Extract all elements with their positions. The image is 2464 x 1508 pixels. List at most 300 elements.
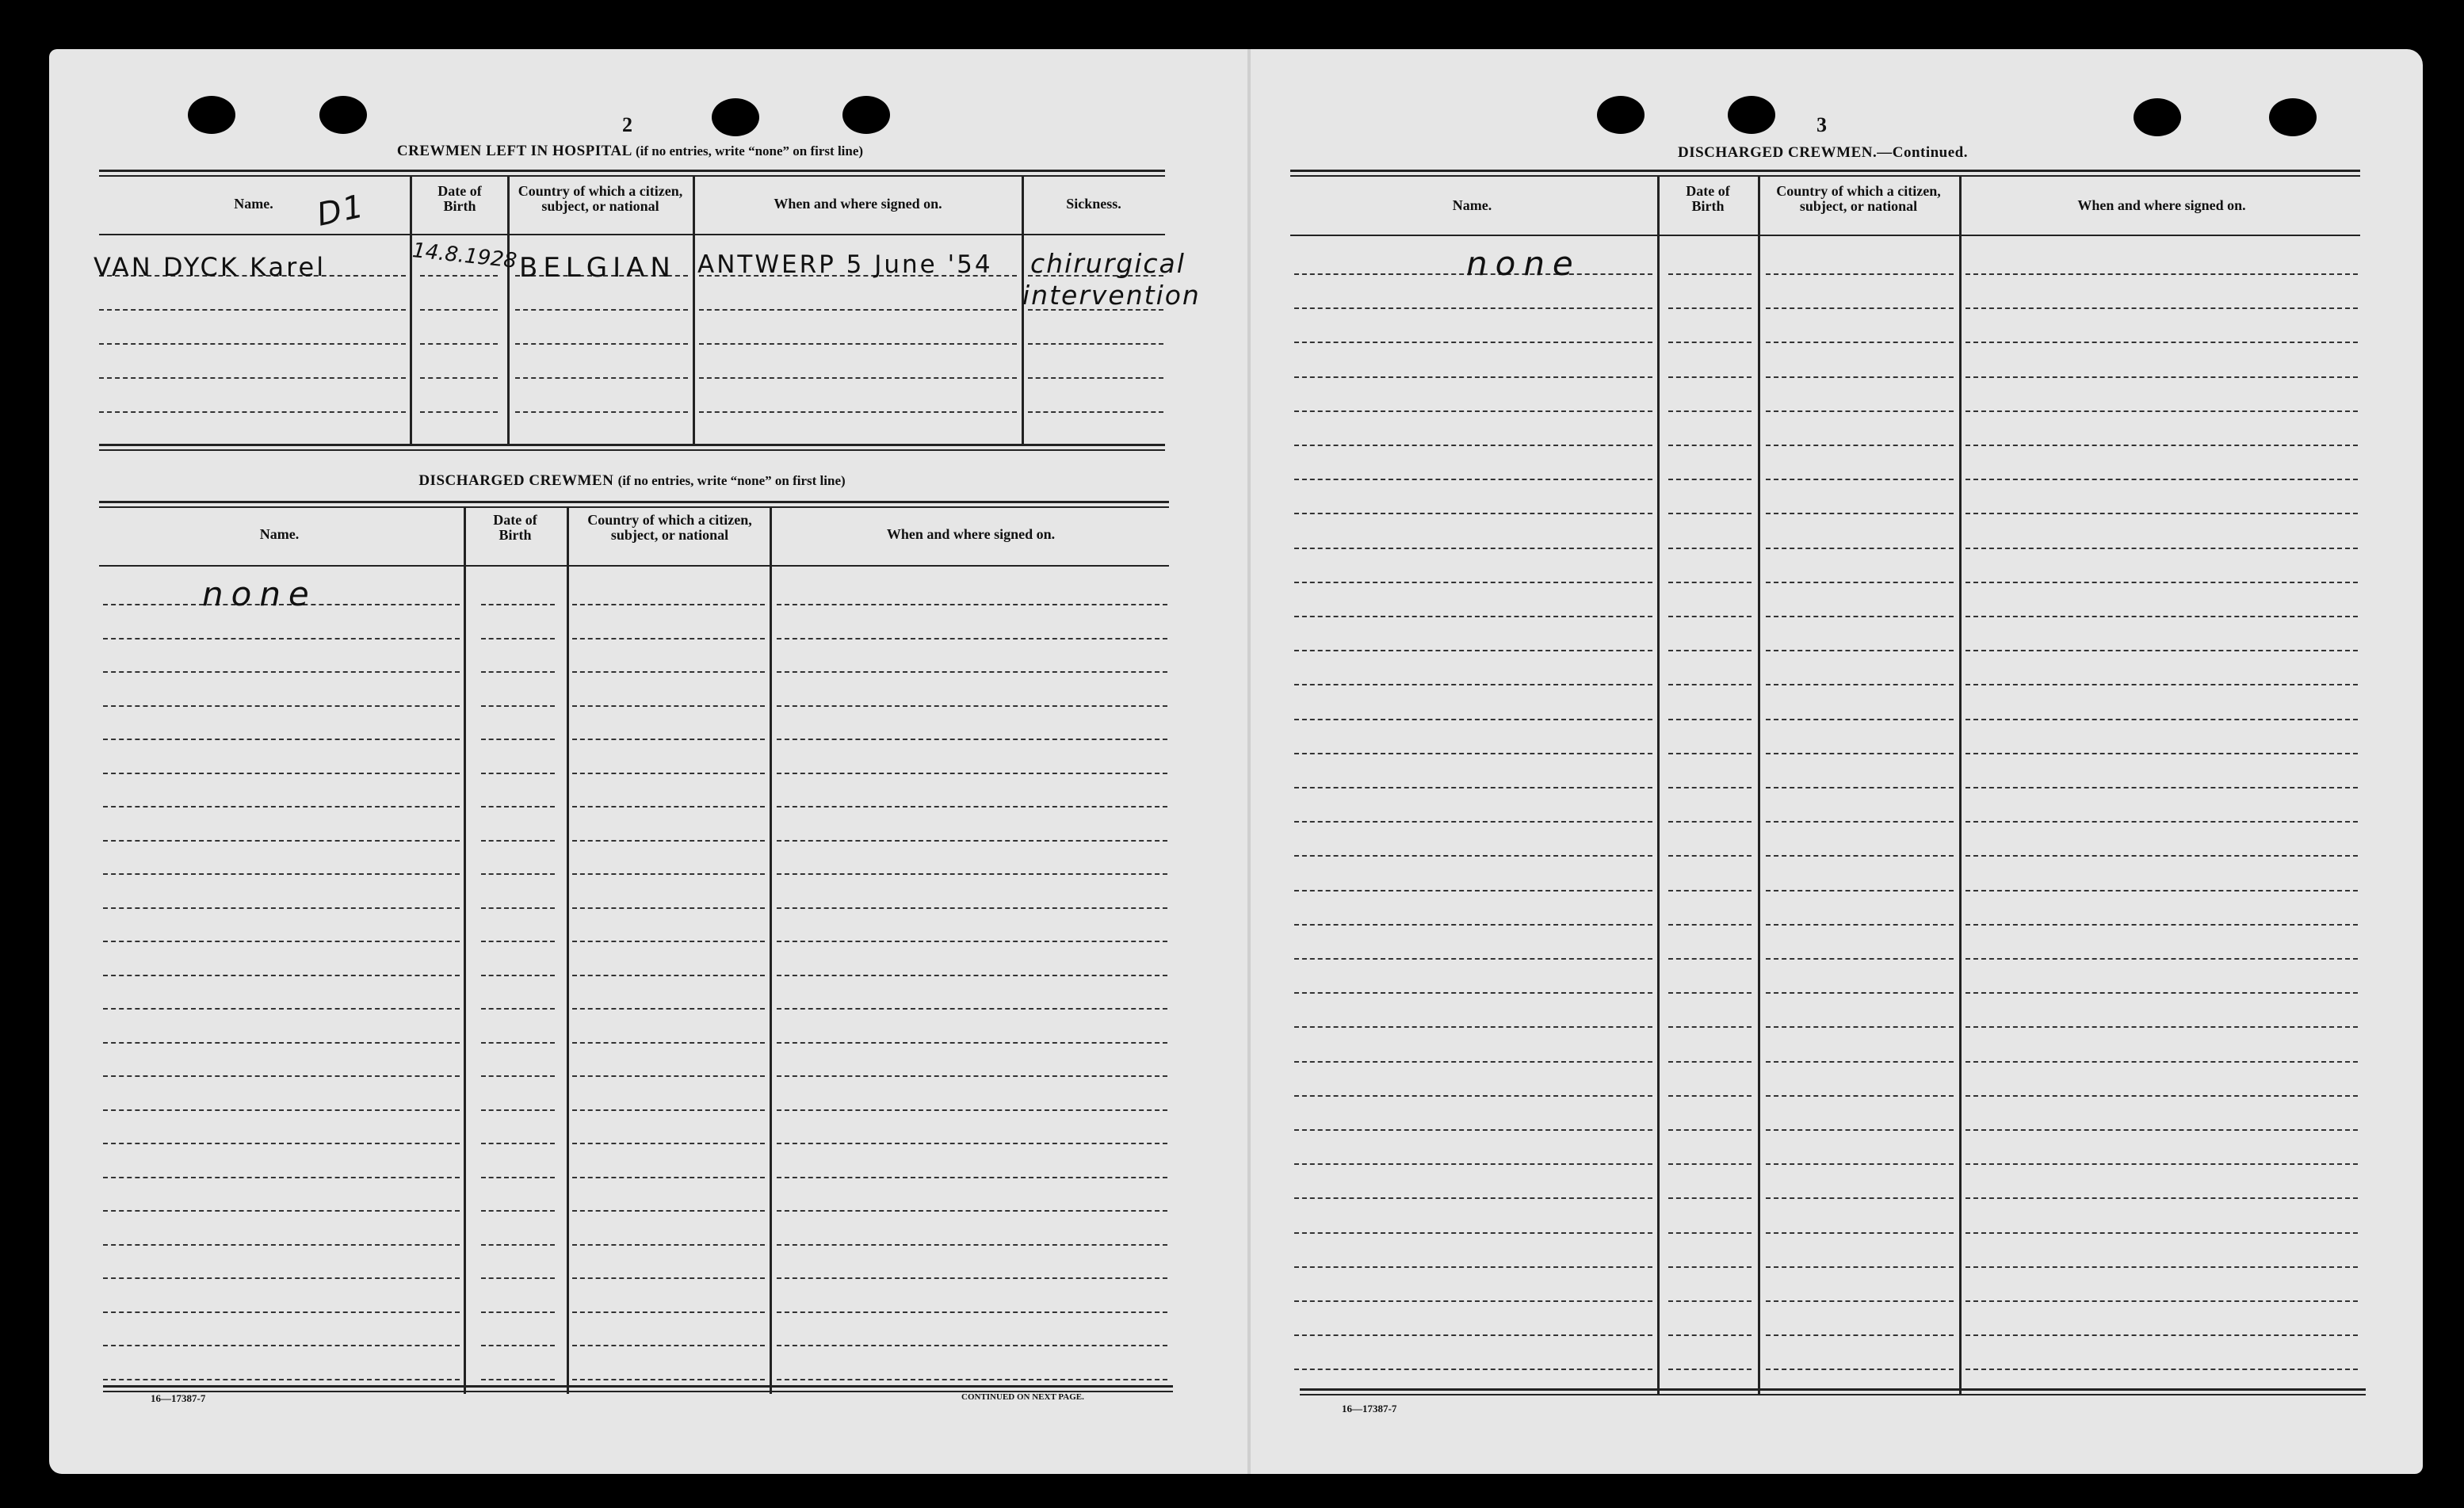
entry-line bbox=[103, 1244, 460, 1246]
entry-line bbox=[572, 1244, 765, 1246]
page-number-left: 2 bbox=[622, 113, 632, 136]
entry-line bbox=[103, 941, 460, 942]
entry-line bbox=[1965, 719, 2358, 720]
entry-line bbox=[1965, 1300, 2358, 1302]
entry-line bbox=[103, 705, 460, 707]
entry-line bbox=[572, 907, 765, 909]
entry-line bbox=[1766, 582, 1954, 583]
punch-hole bbox=[842, 96, 890, 134]
entry-line bbox=[1766, 410, 1954, 412]
entry-line bbox=[420, 343, 498, 345]
entry-line bbox=[481, 773, 555, 774]
entry-line bbox=[1294, 992, 1652, 994]
entry-line bbox=[1668, 479, 1752, 480]
form-number-right: 16—17387-7 bbox=[1342, 1403, 1397, 1414]
entry-line bbox=[572, 1109, 765, 1111]
entry-line bbox=[1668, 273, 1752, 275]
entry-line bbox=[572, 638, 765, 639]
hospital-header-country: Country of which a citizen, subject, or national bbox=[518, 183, 683, 214]
entry-line bbox=[481, 739, 555, 740]
entry-line bbox=[1766, 650, 1954, 651]
right-section-title: DISCHARGED CREWMEN.—Continued. bbox=[1677, 144, 1969, 161]
entry-line bbox=[1294, 753, 1652, 754]
entry-line bbox=[1294, 548, 1652, 549]
entry-line bbox=[481, 1345, 555, 1346]
entry-line bbox=[572, 873, 765, 875]
right-top-rule bbox=[1290, 170, 2360, 172]
entry-line bbox=[481, 873, 555, 875]
entry-line bbox=[103, 671, 460, 673]
entry-line bbox=[777, 1311, 1167, 1313]
entry-line bbox=[103, 1109, 460, 1111]
entry-line bbox=[1294, 1369, 1652, 1370]
entry-line bbox=[1766, 924, 1954, 926]
entry-line bbox=[572, 773, 765, 774]
entry-line bbox=[572, 1008, 765, 1010]
entry-line bbox=[103, 1379, 460, 1380]
discharged-header-signed: When and where signed on. bbox=[886, 526, 1056, 542]
entry-line bbox=[1766, 753, 1954, 754]
entry-line bbox=[777, 1244, 1167, 1246]
entry-line bbox=[572, 1075, 765, 1077]
entry-line bbox=[481, 1277, 555, 1279]
entry-line bbox=[481, 1177, 555, 1178]
entry-line bbox=[1766, 958, 1954, 960]
entry-line bbox=[103, 638, 460, 639]
entry-line bbox=[1294, 1334, 1652, 1336]
entry-line bbox=[103, 1008, 460, 1010]
entry-line bbox=[1965, 1266, 2358, 1268]
entry-line bbox=[481, 941, 555, 942]
entry-line bbox=[481, 671, 555, 673]
entry-line bbox=[777, 1210, 1167, 1212]
hospital-top-rule bbox=[99, 170, 1165, 172]
entry-line bbox=[777, 671, 1167, 673]
entry-line bbox=[1766, 1266, 1954, 1268]
entry-line bbox=[1668, 1334, 1752, 1336]
entry-line bbox=[481, 604, 555, 605]
entry-line bbox=[103, 840, 460, 842]
entry-line bbox=[1668, 1266, 1752, 1268]
entry-line bbox=[1965, 1334, 2358, 1336]
hospital-col-divider bbox=[693, 177, 695, 444]
entry-line bbox=[1668, 992, 1752, 994]
entry-line bbox=[1294, 684, 1652, 685]
entry-line bbox=[1668, 307, 1752, 309]
form-number-left: 16—17387-7 bbox=[151, 1392, 206, 1404]
entry-line bbox=[1668, 376, 1752, 378]
punch-hole bbox=[1728, 96, 1775, 134]
discharged-instruction: (if no entries, write “none” on first line) bbox=[617, 473, 846, 488]
entry-line bbox=[572, 705, 765, 707]
entry-line bbox=[1668, 1163, 1752, 1165]
entry-line bbox=[103, 873, 460, 875]
entry-line bbox=[1294, 650, 1652, 651]
margin-mark: D1 bbox=[313, 188, 369, 234]
entry-line bbox=[1766, 1334, 1954, 1336]
entry-line bbox=[103, 907, 460, 909]
hospital-col-divider bbox=[410, 177, 412, 444]
entry-line bbox=[481, 705, 555, 707]
entry-line bbox=[1028, 411, 1163, 413]
right-col-divider bbox=[1758, 177, 1760, 1395]
entry-line bbox=[777, 638, 1167, 639]
entry-line bbox=[481, 1008, 555, 1010]
entry-line bbox=[1668, 1232, 1752, 1234]
entry-line bbox=[777, 739, 1167, 740]
entry-line bbox=[1766, 719, 1954, 720]
hospital-title-text: CREWMEN LEFT IN HOSPITAL bbox=[396, 143, 632, 159]
entry-line bbox=[420, 309, 498, 311]
entry-line bbox=[777, 873, 1167, 875]
entry-line bbox=[572, 840, 765, 842]
discharged-col-divider bbox=[567, 508, 569, 1394]
entry-line bbox=[572, 671, 765, 673]
entry-line bbox=[481, 907, 555, 909]
entry-line bbox=[103, 1177, 460, 1178]
punch-hole bbox=[2134, 98, 2181, 136]
entry-line bbox=[1965, 479, 2358, 480]
entry-line bbox=[1294, 958, 1652, 960]
entry-line bbox=[1766, 1061, 1954, 1063]
entry-line bbox=[1965, 1095, 2358, 1097]
entry-line bbox=[1965, 616, 2358, 617]
entry-line bbox=[1766, 1129, 1954, 1131]
entry-line bbox=[481, 840, 555, 842]
entry-line bbox=[572, 975, 765, 976]
hospital-entry-country: BELGIAN bbox=[519, 252, 676, 284]
entry-line bbox=[1668, 753, 1752, 754]
entry-line bbox=[1668, 1129, 1752, 1131]
entry-line bbox=[103, 739, 460, 740]
entry-line bbox=[1294, 719, 1652, 720]
entry-line bbox=[1668, 1061, 1752, 1063]
entry-line bbox=[103, 1311, 460, 1313]
entry-line bbox=[1668, 1026, 1752, 1028]
entry-line bbox=[103, 1277, 460, 1279]
entry-line bbox=[1668, 821, 1752, 823]
page-number-right: 3 bbox=[1816, 113, 1827, 136]
discharged-header-country: Country of which a citizen, subject, or national bbox=[587, 512, 752, 543]
entry-line bbox=[1766, 1163, 1954, 1165]
entry-line bbox=[103, 806, 460, 807]
entry-line bbox=[515, 343, 688, 345]
hospital-header-dob: Date of Birth bbox=[437, 183, 482, 214]
entry-line bbox=[777, 1345, 1167, 1346]
entry-line bbox=[1965, 992, 2358, 994]
entry-line bbox=[1294, 924, 1652, 926]
entry-line bbox=[572, 806, 765, 807]
entry-line bbox=[777, 975, 1167, 976]
entry-line bbox=[1766, 548, 1954, 549]
entry-line bbox=[1294, 616, 1652, 617]
right-header-dob: Date of Birth bbox=[1686, 183, 1730, 214]
entry-line bbox=[777, 1042, 1167, 1044]
hospital-bottom-rule bbox=[99, 444, 1165, 446]
entry-line bbox=[572, 1379, 765, 1380]
right-col-divider bbox=[1959, 177, 1962, 1395]
entry-line bbox=[1294, 1197, 1652, 1199]
entry-line bbox=[1668, 684, 1752, 685]
entry-line bbox=[572, 1345, 765, 1346]
entry-line bbox=[1965, 958, 2358, 960]
entry-line bbox=[1766, 787, 1954, 788]
entry-line bbox=[481, 806, 555, 807]
entry-line bbox=[1965, 342, 2358, 343]
discharged-col-divider bbox=[464, 508, 466, 1394]
entry-line bbox=[103, 1075, 460, 1077]
entry-line bbox=[1668, 924, 1752, 926]
entry-line bbox=[1965, 1026, 2358, 1028]
entry-line bbox=[103, 975, 460, 976]
entry-line bbox=[99, 309, 406, 311]
punch-hole bbox=[712, 98, 759, 136]
entry-line bbox=[1766, 684, 1954, 685]
entry-line bbox=[1766, 479, 1954, 480]
entry-line bbox=[1668, 513, 1752, 514]
entry-line bbox=[1766, 1300, 1954, 1302]
entry-line bbox=[1965, 410, 2358, 412]
hospital-header-name: Name. bbox=[234, 196, 273, 212]
entry-line bbox=[1965, 376, 2358, 378]
entry-line bbox=[1965, 1232, 2358, 1234]
entry-line bbox=[1965, 445, 2358, 446]
hospital-header-signed: When and where signed on. bbox=[774, 196, 942, 212]
entry-line bbox=[1965, 924, 2358, 926]
entry-line bbox=[1965, 513, 2358, 514]
entry-line bbox=[1965, 582, 2358, 583]
entry-line bbox=[1294, 1163, 1652, 1165]
entry-line bbox=[777, 705, 1167, 707]
entry-line bbox=[1294, 1232, 1652, 1234]
entry-line bbox=[420, 411, 498, 413]
entry-line bbox=[1668, 548, 1752, 549]
entry-line bbox=[1294, 376, 1652, 378]
entry-line bbox=[1766, 1026, 1954, 1028]
entry-line bbox=[572, 1143, 765, 1144]
hospital-entry-signed: ANTWERP 5 June '54 bbox=[697, 250, 993, 279]
entry-line bbox=[1766, 1232, 1954, 1234]
hospital-entry-dob: 14.8.1928 bbox=[411, 239, 518, 273]
entry-line bbox=[1294, 890, 1652, 891]
entry-line bbox=[777, 1143, 1167, 1144]
hospital-header-rule bbox=[99, 234, 1165, 235]
entry-line bbox=[1766, 273, 1954, 275]
entry-line bbox=[1294, 821, 1652, 823]
entry-line bbox=[1668, 582, 1752, 583]
page-fold bbox=[1247, 49, 1251, 1474]
entry-line bbox=[1766, 616, 1954, 617]
entry-line bbox=[99, 377, 406, 379]
entry-line bbox=[481, 975, 555, 976]
entry-line bbox=[777, 773, 1167, 774]
entry-line bbox=[777, 907, 1167, 909]
entry-line bbox=[1028, 343, 1163, 345]
punch-hole bbox=[188, 96, 235, 134]
entry-line bbox=[1766, 1369, 1954, 1370]
entry-line bbox=[481, 1109, 555, 1111]
entry-line bbox=[1294, 445, 1652, 446]
continued-note: CONTINUED ON NEXT PAGE. bbox=[961, 1392, 1084, 1402]
right-top-rule-2 bbox=[1290, 175, 2360, 177]
entry-line bbox=[1766, 855, 1954, 857]
entry-line bbox=[699, 377, 1017, 379]
discharged-top-rule-2 bbox=[99, 506, 1169, 508]
entry-line bbox=[1294, 1300, 1652, 1302]
entry-line bbox=[1294, 787, 1652, 788]
right-header-signed: When and where signed on. bbox=[2077, 197, 2246, 213]
discharged-section-title bbox=[99, 472, 1165, 490]
entry-line bbox=[777, 1109, 1167, 1111]
entry-line bbox=[1668, 890, 1752, 891]
entry-line bbox=[481, 638, 555, 639]
right-header-country: Country of which a citizen, subject, or national bbox=[1776, 183, 1941, 214]
entry-line bbox=[1965, 890, 2358, 891]
entry-line bbox=[1965, 821, 2358, 823]
discharged-left-entry: none bbox=[202, 575, 317, 613]
hospital-instruction: (if no entries, write “none” on first line) bbox=[636, 143, 864, 158]
entry-line bbox=[481, 1311, 555, 1313]
entry-line bbox=[699, 411, 1017, 413]
entry-line bbox=[1668, 650, 1752, 651]
entry-line bbox=[1965, 787, 2358, 788]
entry-line bbox=[1294, 479, 1652, 480]
entry-line bbox=[1668, 1197, 1752, 1199]
entry-line bbox=[481, 1075, 555, 1077]
entry-line bbox=[572, 1277, 765, 1279]
right-header-rule bbox=[1290, 235, 2360, 236]
entry-line bbox=[777, 1008, 1167, 1010]
entry-line bbox=[481, 1244, 555, 1246]
punch-hole bbox=[319, 96, 367, 134]
entry-line bbox=[1766, 992, 1954, 994]
entry-line bbox=[1294, 1129, 1652, 1131]
discharged-top-rule bbox=[99, 501, 1169, 503]
entry-line bbox=[1668, 1300, 1752, 1302]
hospital-header-sickness: Sickness. bbox=[1066, 196, 1121, 212]
entry-line bbox=[1294, 513, 1652, 514]
entry-line bbox=[1965, 1197, 2358, 1199]
entry-line bbox=[1965, 1369, 2358, 1370]
entry-line bbox=[1668, 855, 1752, 857]
entry-line bbox=[99, 411, 406, 413]
entry-line bbox=[1766, 890, 1954, 891]
discharged-title-text: DISCHARGED CREWMEN bbox=[418, 472, 614, 489]
entry-line bbox=[1965, 753, 2358, 754]
entry-line bbox=[1668, 719, 1752, 720]
entry-line bbox=[1965, 548, 2358, 549]
discharged-header-name: Name. bbox=[259, 526, 300, 542]
entry-line bbox=[1294, 1266, 1652, 1268]
entry-line bbox=[1668, 445, 1752, 446]
entry-line bbox=[1668, 787, 1752, 788]
entry-line bbox=[420, 377, 498, 379]
entry-line bbox=[420, 275, 498, 277]
punch-hole bbox=[2269, 98, 2317, 136]
manifest-sheet bbox=[49, 49, 2423, 1474]
right-header-name: Name. bbox=[1452, 197, 1492, 213]
discharged-header-rule bbox=[99, 565, 1169, 567]
entry-line bbox=[572, 1177, 765, 1178]
entry-line bbox=[1965, 1061, 2358, 1063]
entry-line bbox=[1294, 342, 1652, 343]
entry-line bbox=[481, 1210, 555, 1212]
right-col-divider bbox=[1657, 177, 1660, 1395]
entry-line bbox=[1965, 307, 2358, 309]
hospital-top-rule-2 bbox=[99, 175, 1165, 177]
entry-line bbox=[777, 1075, 1167, 1077]
right-bottom-rule bbox=[1300, 1388, 2366, 1391]
entry-line bbox=[699, 309, 1017, 311]
discharged-col-divider bbox=[770, 508, 772, 1394]
entry-line bbox=[1965, 650, 2358, 651]
entry-line bbox=[515, 309, 688, 311]
entry-line bbox=[1028, 377, 1163, 379]
hospital-col-divider bbox=[507, 177, 510, 444]
entry-line bbox=[1766, 821, 1954, 823]
discharged-bottom-rule bbox=[103, 1385, 1173, 1388]
entry-line bbox=[1965, 1163, 2358, 1165]
entry-line bbox=[572, 739, 765, 740]
entry-line bbox=[572, 1042, 765, 1044]
entry-line bbox=[777, 941, 1167, 942]
entry-line bbox=[1294, 1095, 1652, 1097]
entry-line bbox=[777, 1277, 1167, 1279]
entry-line bbox=[1766, 1095, 1954, 1097]
entry-line bbox=[1668, 958, 1752, 960]
entry-line bbox=[572, 1210, 765, 1212]
entry-line bbox=[1766, 513, 1954, 514]
entry-line bbox=[1965, 273, 2358, 275]
entry-line bbox=[1668, 410, 1752, 412]
entry-line bbox=[1965, 1129, 2358, 1131]
entry-line bbox=[1766, 307, 1954, 309]
entry-line bbox=[515, 411, 688, 413]
entry-line bbox=[481, 1042, 555, 1044]
right-bottom-rule-2 bbox=[1300, 1394, 2366, 1395]
entry-line bbox=[103, 773, 460, 774]
entry-line bbox=[1965, 684, 2358, 685]
entry-line bbox=[1294, 410, 1652, 412]
entry-line bbox=[1766, 1197, 1954, 1199]
entry-line bbox=[777, 604, 1167, 605]
entry-line bbox=[1965, 855, 2358, 857]
entry-line bbox=[103, 1345, 460, 1346]
hospital-entry-sickness-line1: chirurgical bbox=[1030, 248, 1186, 279]
entry-line bbox=[777, 840, 1167, 842]
entry-line bbox=[1668, 342, 1752, 343]
hospital-bottom-rule-2 bbox=[99, 449, 1165, 451]
entry-line bbox=[99, 343, 406, 345]
entry-line bbox=[572, 604, 765, 605]
entry-line bbox=[1294, 855, 1652, 857]
entry-line bbox=[1766, 342, 1954, 343]
entry-line bbox=[103, 1210, 460, 1212]
right-entry: none bbox=[1466, 244, 1581, 283]
entry-line bbox=[1668, 1369, 1752, 1370]
entry-line bbox=[1294, 1061, 1652, 1063]
entry-line bbox=[481, 1379, 555, 1380]
discharged-header-dob: Date of Birth bbox=[493, 512, 537, 543]
entry-line bbox=[699, 343, 1017, 345]
entry-line bbox=[777, 806, 1167, 807]
entry-line bbox=[1766, 445, 1954, 446]
entry-line bbox=[1294, 1026, 1652, 1028]
entry-line bbox=[1668, 616, 1752, 617]
entry-line bbox=[1294, 582, 1652, 583]
entry-line bbox=[515, 377, 688, 379]
entry-line bbox=[1668, 1095, 1752, 1097]
